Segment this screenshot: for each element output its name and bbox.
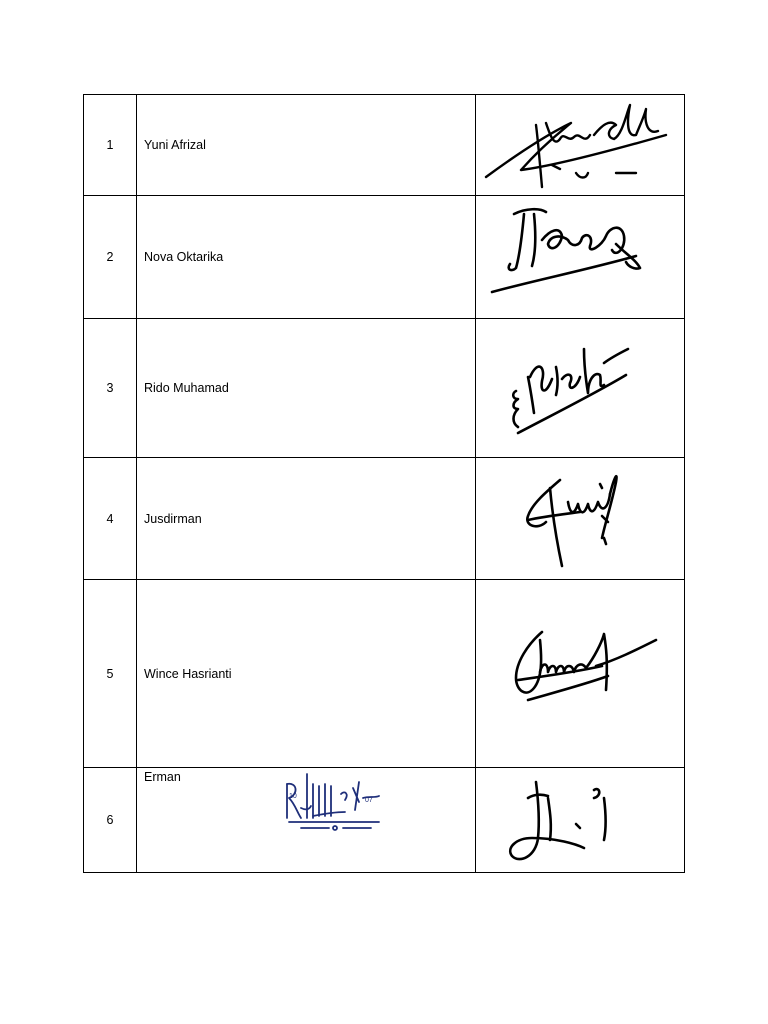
person-name: Nova Oktarika [137, 196, 476, 319]
signature-image [476, 196, 684, 319]
person-name: Jusdirman [137, 458, 476, 580]
table-row [84, 458, 685, 580]
signature-cell [476, 458, 685, 580]
person-name: Yuni Afrizal [137, 95, 476, 196]
signature-image [476, 458, 684, 580]
table-row [84, 319, 685, 458]
table-row [84, 580, 685, 768]
initial-stamp [279, 768, 389, 838]
row-number: 6 [84, 768, 137, 873]
table-row [84, 768, 685, 873]
signature-cell [476, 768, 685, 873]
signature-cell [476, 196, 685, 319]
signature-cell [476, 319, 685, 458]
signature-image [476, 319, 684, 458]
row-number: 2 [84, 196, 137, 319]
row-number: 4 [84, 458, 137, 580]
signature-cell [476, 580, 685, 768]
table-row [84, 196, 685, 319]
signature-cell [476, 95, 685, 196]
person-name: Rido Muhamad [137, 319, 476, 458]
table-row [84, 95, 685, 196]
signature-image [476, 95, 684, 196]
signature-table [83, 94, 685, 873]
svg-text:10: 10 [289, 793, 297, 800]
svg-text:07: 07 [365, 797, 373, 804]
person-name: Erman [144, 770, 181, 784]
row-number: 1 [84, 95, 137, 196]
person-name: Wince Hasrianti [137, 580, 476, 768]
row-number: 5 [84, 580, 137, 768]
signature-image [476, 580, 684, 768]
row-number: 3 [84, 319, 137, 458]
signature-image [476, 768, 684, 873]
person-name-cell [137, 768, 476, 873]
